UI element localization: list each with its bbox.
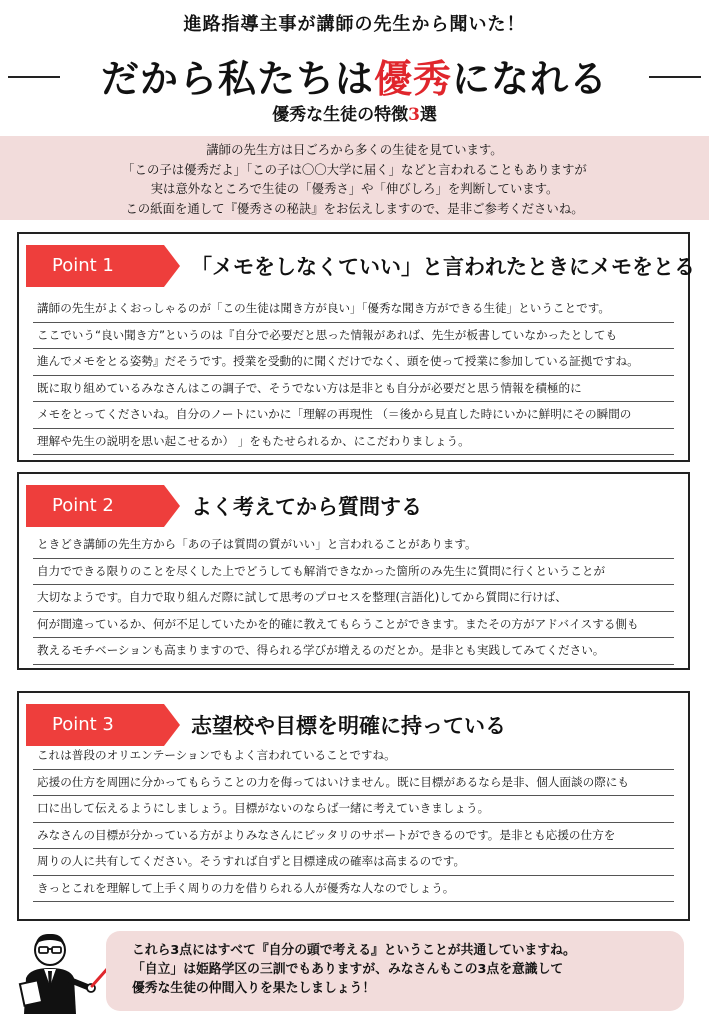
intro-line: この紙面を通して『優秀さの秘訣』をお伝えしますので、是非ご参考くださいね。: [125, 200, 584, 216]
point-1-box: [17, 232, 695, 462]
body-line: ときどき講師の先生方から「あの子は質問の質がいい」と言われることがあります。: [33, 532, 674, 559]
point-3-badge: Point 3: [26, 704, 164, 746]
intro-line: 講師の先生方は日ごろから多くの生徒を見ています。: [206, 142, 503, 157]
point-1-badge-arrow: [164, 245, 180, 287]
body-line: 大切なようです。自力で取り組んだ際に試して思考のプロセスを整理(言語化)してから質問に行けば、: [33, 585, 674, 612]
teacher-with-pointer-icon: [16, 930, 110, 1014]
body-line: きっとこれを理解して上手く周りの力を借りられる人が優秀な人なのでしょう。: [33, 876, 674, 903]
title-post: になれる: [452, 57, 609, 101]
body-line: 自力でできる限りのことを尽くした上でどうしても解消できなかった箇所のみ先生に質問に行くということが: [33, 559, 674, 586]
intro-line: 実は意外なところで生徒の「優秀さ」や「伸びしろ」を判断しています。: [150, 181, 559, 196]
body-line: 口に出して伝えるようにしましょう。目標がないのならば一緒に考えていきましょう。: [33, 796, 674, 823]
subtitle-accent: 3: [408, 105, 420, 125]
point-3-body: [33, 743, 674, 902]
main-title: [70, 48, 639, 103]
point-1-heading: 「メモをしなくていい」と言われたときにメモをとる: [191, 255, 695, 279]
body-line: 既に取り組めているみなさんはこの調子で、そうでない方は是非とも自分が必要だと思う情報を積極的に: [33, 376, 674, 403]
point-2-heading: よく考えてから質問する: [191, 495, 422, 519]
point-2-badge-arrow: [164, 485, 180, 527]
header-kicker: 進路指導主事が講師の先生から聞いた！: [183, 14, 526, 35]
title-rule-right: [649, 76, 701, 78]
point-3-heading: 志望校や目標を明確に持っている: [191, 714, 506, 738]
body-line: みなさんの目標が分かっている方がよりみなさんにピッタリのサポートができるのです。是非とも応援の仕方を: [33, 823, 674, 850]
body-line: 理解や先生の説明を思い起こせるか） 」をもたせられるか、にこだわりましょう。: [33, 429, 674, 456]
intro-panel: [0, 136, 709, 220]
body-line: ここでいう“良い聞き方”というのは『自分で必要だと思った情報があれば、先生が板書していなかったとしても: [33, 323, 674, 350]
summary-line: 優秀な生徒の仲間入りを果たしましょう！: [132, 981, 376, 996]
point-1-body: [33, 296, 674, 455]
body-line: 講師の先生がよくおっしゃるのが「この生徒は聞き方が良い」「優秀な聞き方ができる生徒」ということです。: [33, 296, 674, 323]
body-line: これは普段のオリエンテーションでもよく言われていることですね。: [33, 743, 674, 770]
point-1-badge: Point 1: [26, 245, 164, 287]
summary-line: これら3点にはすべて『自分の頭で考える』ということが共通していますね。: [132, 943, 576, 958]
title-rule-left: [8, 76, 60, 78]
body-line: 何が間違っているか、何が不足していたかを的確に教えてもらうことができます。またその方がアドバイスする側も: [33, 612, 674, 639]
body-line: 応援の仕方を周囲に分かってもらうことの力を侮ってはいけません。既に目標があるなら是非、個人面談の際にも: [33, 770, 674, 797]
sub-title: [0, 100, 709, 125]
point-3-box: [17, 691, 690, 921]
body-line: メモをとってくださいね。自分のノートにいかに「理解の再現性 （＝後から見直した時にいかに鮮明にその瞬間の: [33, 402, 674, 429]
body-line: 周りの人に共有してください。そうすれば自ずと目標達成の確率は高まるのです。: [33, 849, 674, 876]
point-3-badge-arrow: [164, 704, 180, 746]
point-2-badge: Point 2: [26, 485, 164, 527]
title-accent: 優秀: [373, 57, 452, 101]
subtitle-post: 選: [419, 105, 437, 125]
summary-line: 「自立」は姫路学区の三訓でもありますが、みなさんもこの3点を意識して: [132, 962, 564, 977]
subtitle-pre: 優秀な生徒の特徴: [272, 105, 409, 125]
point-2-box: [17, 472, 690, 670]
body-line: 教えるモチベーションも高まりますので、得られる学びが増えるのだとか。是非とも実践してみてください。: [33, 638, 674, 665]
summary-callout: [106, 931, 684, 1011]
title-pre: だから私たちは: [100, 57, 374, 101]
intro-line: 「この子は優秀だよ」「この子は〇〇大学に届く」などと言われることもありますが: [122, 161, 587, 177]
title-row: [0, 48, 709, 100]
point-2-body: [33, 532, 674, 665]
body-line: 進んでメモをとる姿勢』だそうです。授業を受動的に聞くだけでなく、頭を使って授業に参加している証拠ですね。: [33, 349, 674, 376]
